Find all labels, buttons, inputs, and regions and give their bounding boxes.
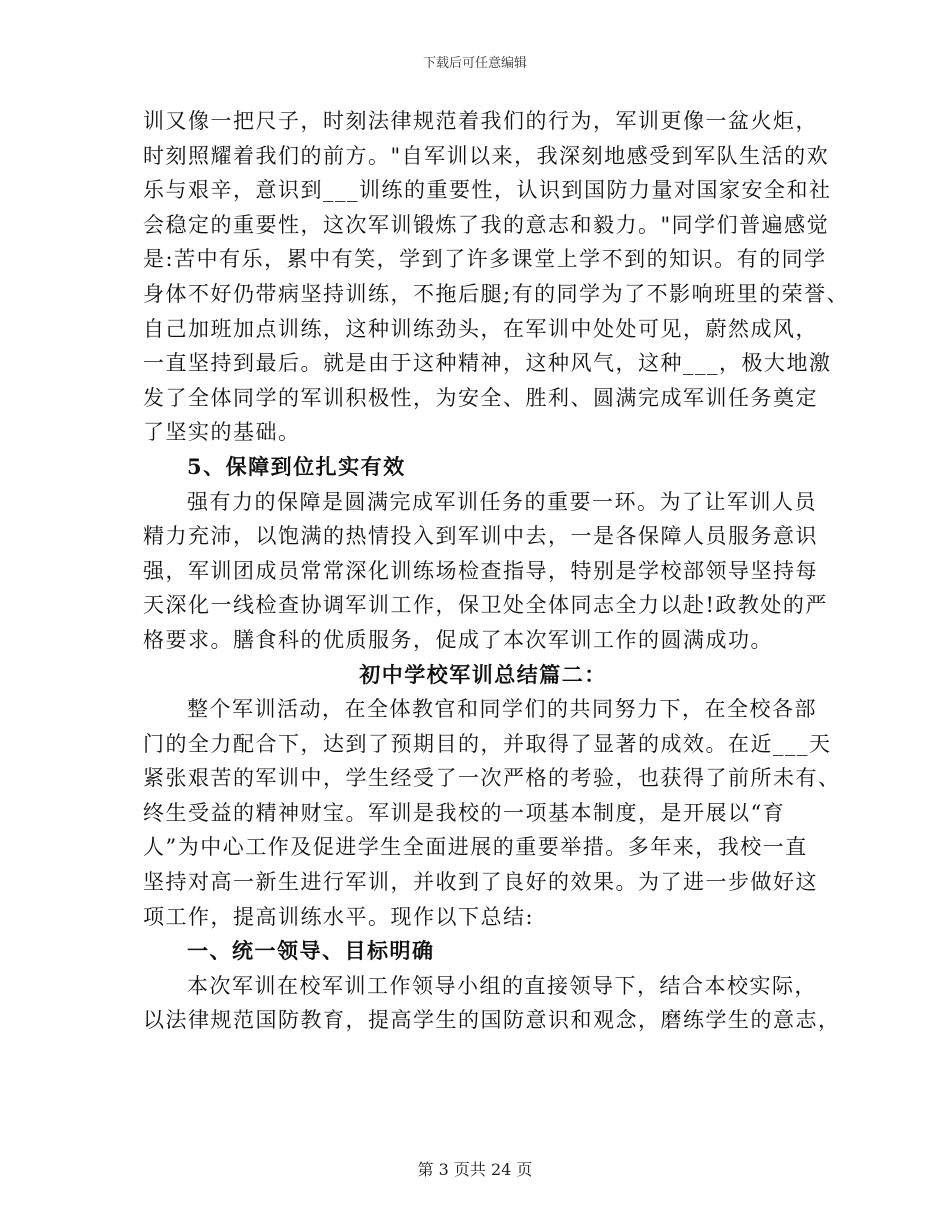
text-line: 会稳定的重要性，这次军训锻炼了我的意志和毅力。"同学们普遍感觉 bbox=[143, 212, 830, 237]
text-line: 项工作，提高训练水平。现作以下总结: bbox=[143, 904, 535, 929]
text-line: 格要求。膳食科的优质服务，促成了本次军训工作的圆满成功。 bbox=[143, 627, 773, 652]
text-line: 强有力的保障是圆满完成军训任务的重要一环。为了让军训人员 bbox=[187, 489, 817, 514]
text-line: 坚持对高一新生进行军训，并收到了良好的效果。为了进一步做好这 bbox=[143, 870, 818, 895]
text-line: 天深化一线检查协调军训工作，保卫处全体同志全力以赴!政教处的严 bbox=[143, 593, 828, 618]
text-line: 训又像一把尺子，时刻法律规范着我们的行为，军训更像一盆火炬， bbox=[143, 109, 818, 133]
text-line: 本次军训在校军训工作领导小组的直接领导下，结合本校实际， bbox=[187, 973, 817, 998]
page-footer: 第 3 页共 24 页 bbox=[417, 1160, 533, 1179]
text-line: 乐与艰辛，意识到___训练的重要性，认识到国防力量对国家安全和社 bbox=[143, 178, 832, 203]
text-line: 一直坚持到最后。就是由于这种精神，这种风气，这种___，极大地激 bbox=[143, 351, 832, 376]
text-line: 门的全力配合下，达到了预期目的，并取得了显著的成效。在近___天 bbox=[143, 731, 832, 756]
text-line: 人”为中心工作及促进学生全面进展的重要举措。多年来，我校一直 bbox=[143, 835, 808, 860]
section-heading: 5、保障到位扎实有效 bbox=[187, 453, 406, 479]
section-heading: 一、统一领导、目标明确 bbox=[187, 938, 435, 964]
text-line: 精力充沛，以饱满的热情投入到军训中去，一是各保障人员服务意识 bbox=[143, 524, 818, 549]
text-line: 紧张艰苦的军训中，学生经受了一次严格的考验，也获得了前所未有、 bbox=[143, 766, 841, 791]
page-header: 下载后可任意编辑 bbox=[422, 56, 527, 71]
text-line: 强，军训团成员常常深化训练场检查指导，特别是学校部领导坚持每 bbox=[143, 558, 818, 583]
text-line: 时刻照耀着我们的前方。"自军训以来，我深刻地感受到军队生活的欢 bbox=[143, 143, 830, 168]
text-line: 以法律规范国防教育，提高学生的国防意识和观念，磨练学生的意志， bbox=[143, 1008, 841, 1033]
text-line: 发了全体同学的军训积极性，为安全、胜利、圆满完成军训任务奠定 bbox=[143, 385, 818, 410]
text-line: 整个军训活动，在全体教官和同学们的共同努力下，在全校各部 bbox=[187, 697, 817, 722]
document-body bbox=[143, 104, 850, 1038]
section-heading: 初中学校军训总结篇二： bbox=[359, 661, 607, 687]
text-line: 是:苦中有乐，累中有笑，学到了许多课堂上学不到的知识。有的同学 bbox=[143, 247, 827, 272]
text-line: 身体不好仍带病坚持训练，不拖后腿;有的同学为了不影响班里的荣誉、 bbox=[143, 281, 850, 306]
text-line: 自己加班加点训练，这种训练劲头，在军训中处处可见，蔚然成风， bbox=[143, 316, 818, 341]
text-line: 了坚实的基础。 bbox=[143, 420, 301, 445]
text-line: 终生受益的精神财宝。军训是我校的一项基本制度，是开展以“育 bbox=[143, 800, 786, 825]
